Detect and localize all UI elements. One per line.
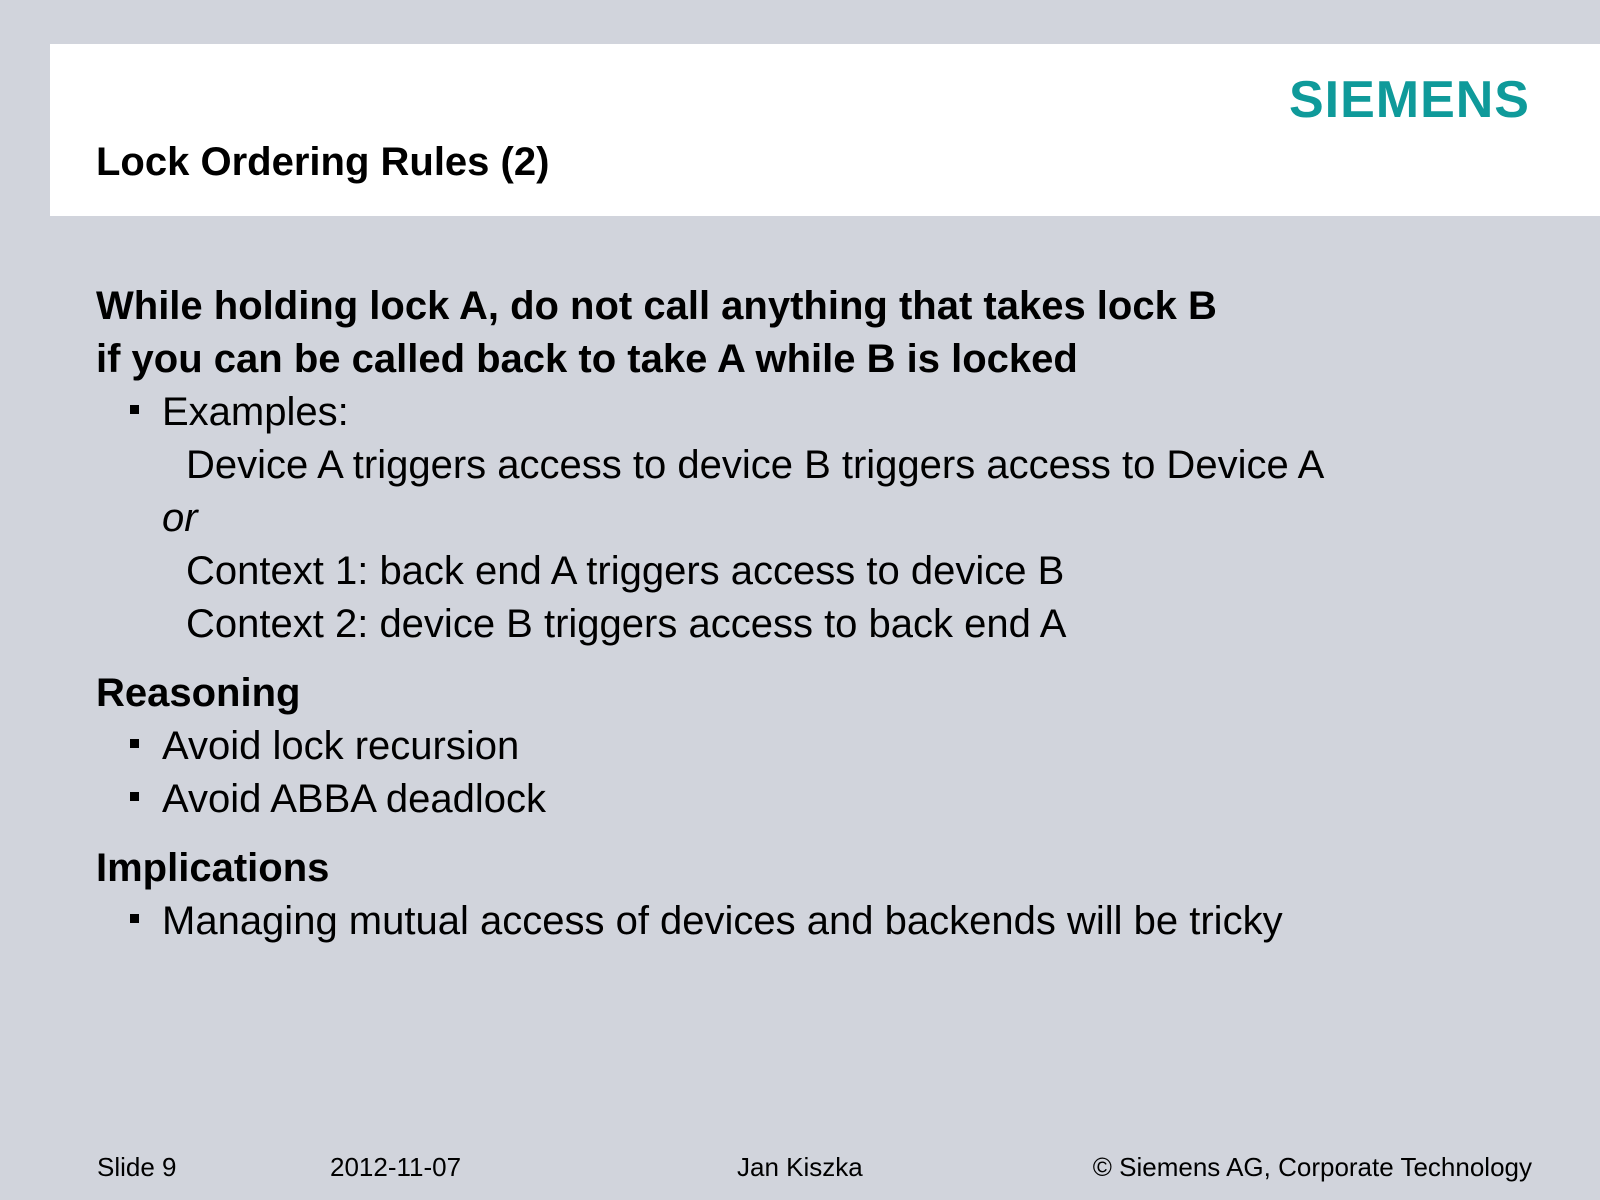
example-context-1: Context 1: back end A triggers access to device B — [186, 549, 1065, 593]
example-device-chain: Device A triggers access to device B triggers access to Device A — [186, 443, 1325, 487]
rule-line-1: While holding lock A, do not call anything that takes lock B — [96, 284, 1217, 328]
square-bullet-icon — [130, 739, 139, 748]
square-bullet-icon — [130, 914, 139, 923]
reasoning-item: Avoid lock recursion — [162, 724, 520, 768]
slide-content — [96, 280, 1556, 948]
list-item — [130, 895, 1556, 948]
footer-copyright: © Siemens AG, Corporate Technology — [1092, 1152, 1532, 1182]
title-band — [50, 44, 1600, 216]
rule-line-2: if you can be called back to take A while B is locked — [96, 337, 1078, 381]
square-bullet-icon — [130, 792, 139, 801]
implications-list — [96, 895, 1556, 948]
reasoning-list — [96, 720, 1556, 826]
list-item — [130, 386, 1556, 439]
siemens-logo: SIEMENS — [1288, 71, 1530, 129]
example-or: or — [162, 496, 198, 540]
square-bullet-icon — [130, 405, 139, 414]
footer-date: 2012-11-07 — [330, 1152, 462, 1182]
implications-item: Managing mutual access of devices and backends will be tricky — [162, 899, 1283, 943]
slide-title: Lock Ordering Rules (2) — [96, 140, 550, 184]
footer-slide-number: Slide 9 — [97, 1152, 177, 1182]
implications-heading: Implications — [96, 846, 330, 890]
footer-author: Jan Kiszka — [737, 1152, 863, 1182]
reasoning-item: Avoid ABBA deadlock — [162, 777, 546, 821]
example-context-2: Context 2: device B triggers access to back end A — [186, 602, 1067, 646]
list-item — [130, 720, 1556, 773]
reasoning-heading: Reasoning — [96, 671, 301, 715]
examples-label: Examples: — [162, 390, 349, 434]
examples-list — [96, 386, 1556, 439]
list-item — [130, 773, 1556, 826]
